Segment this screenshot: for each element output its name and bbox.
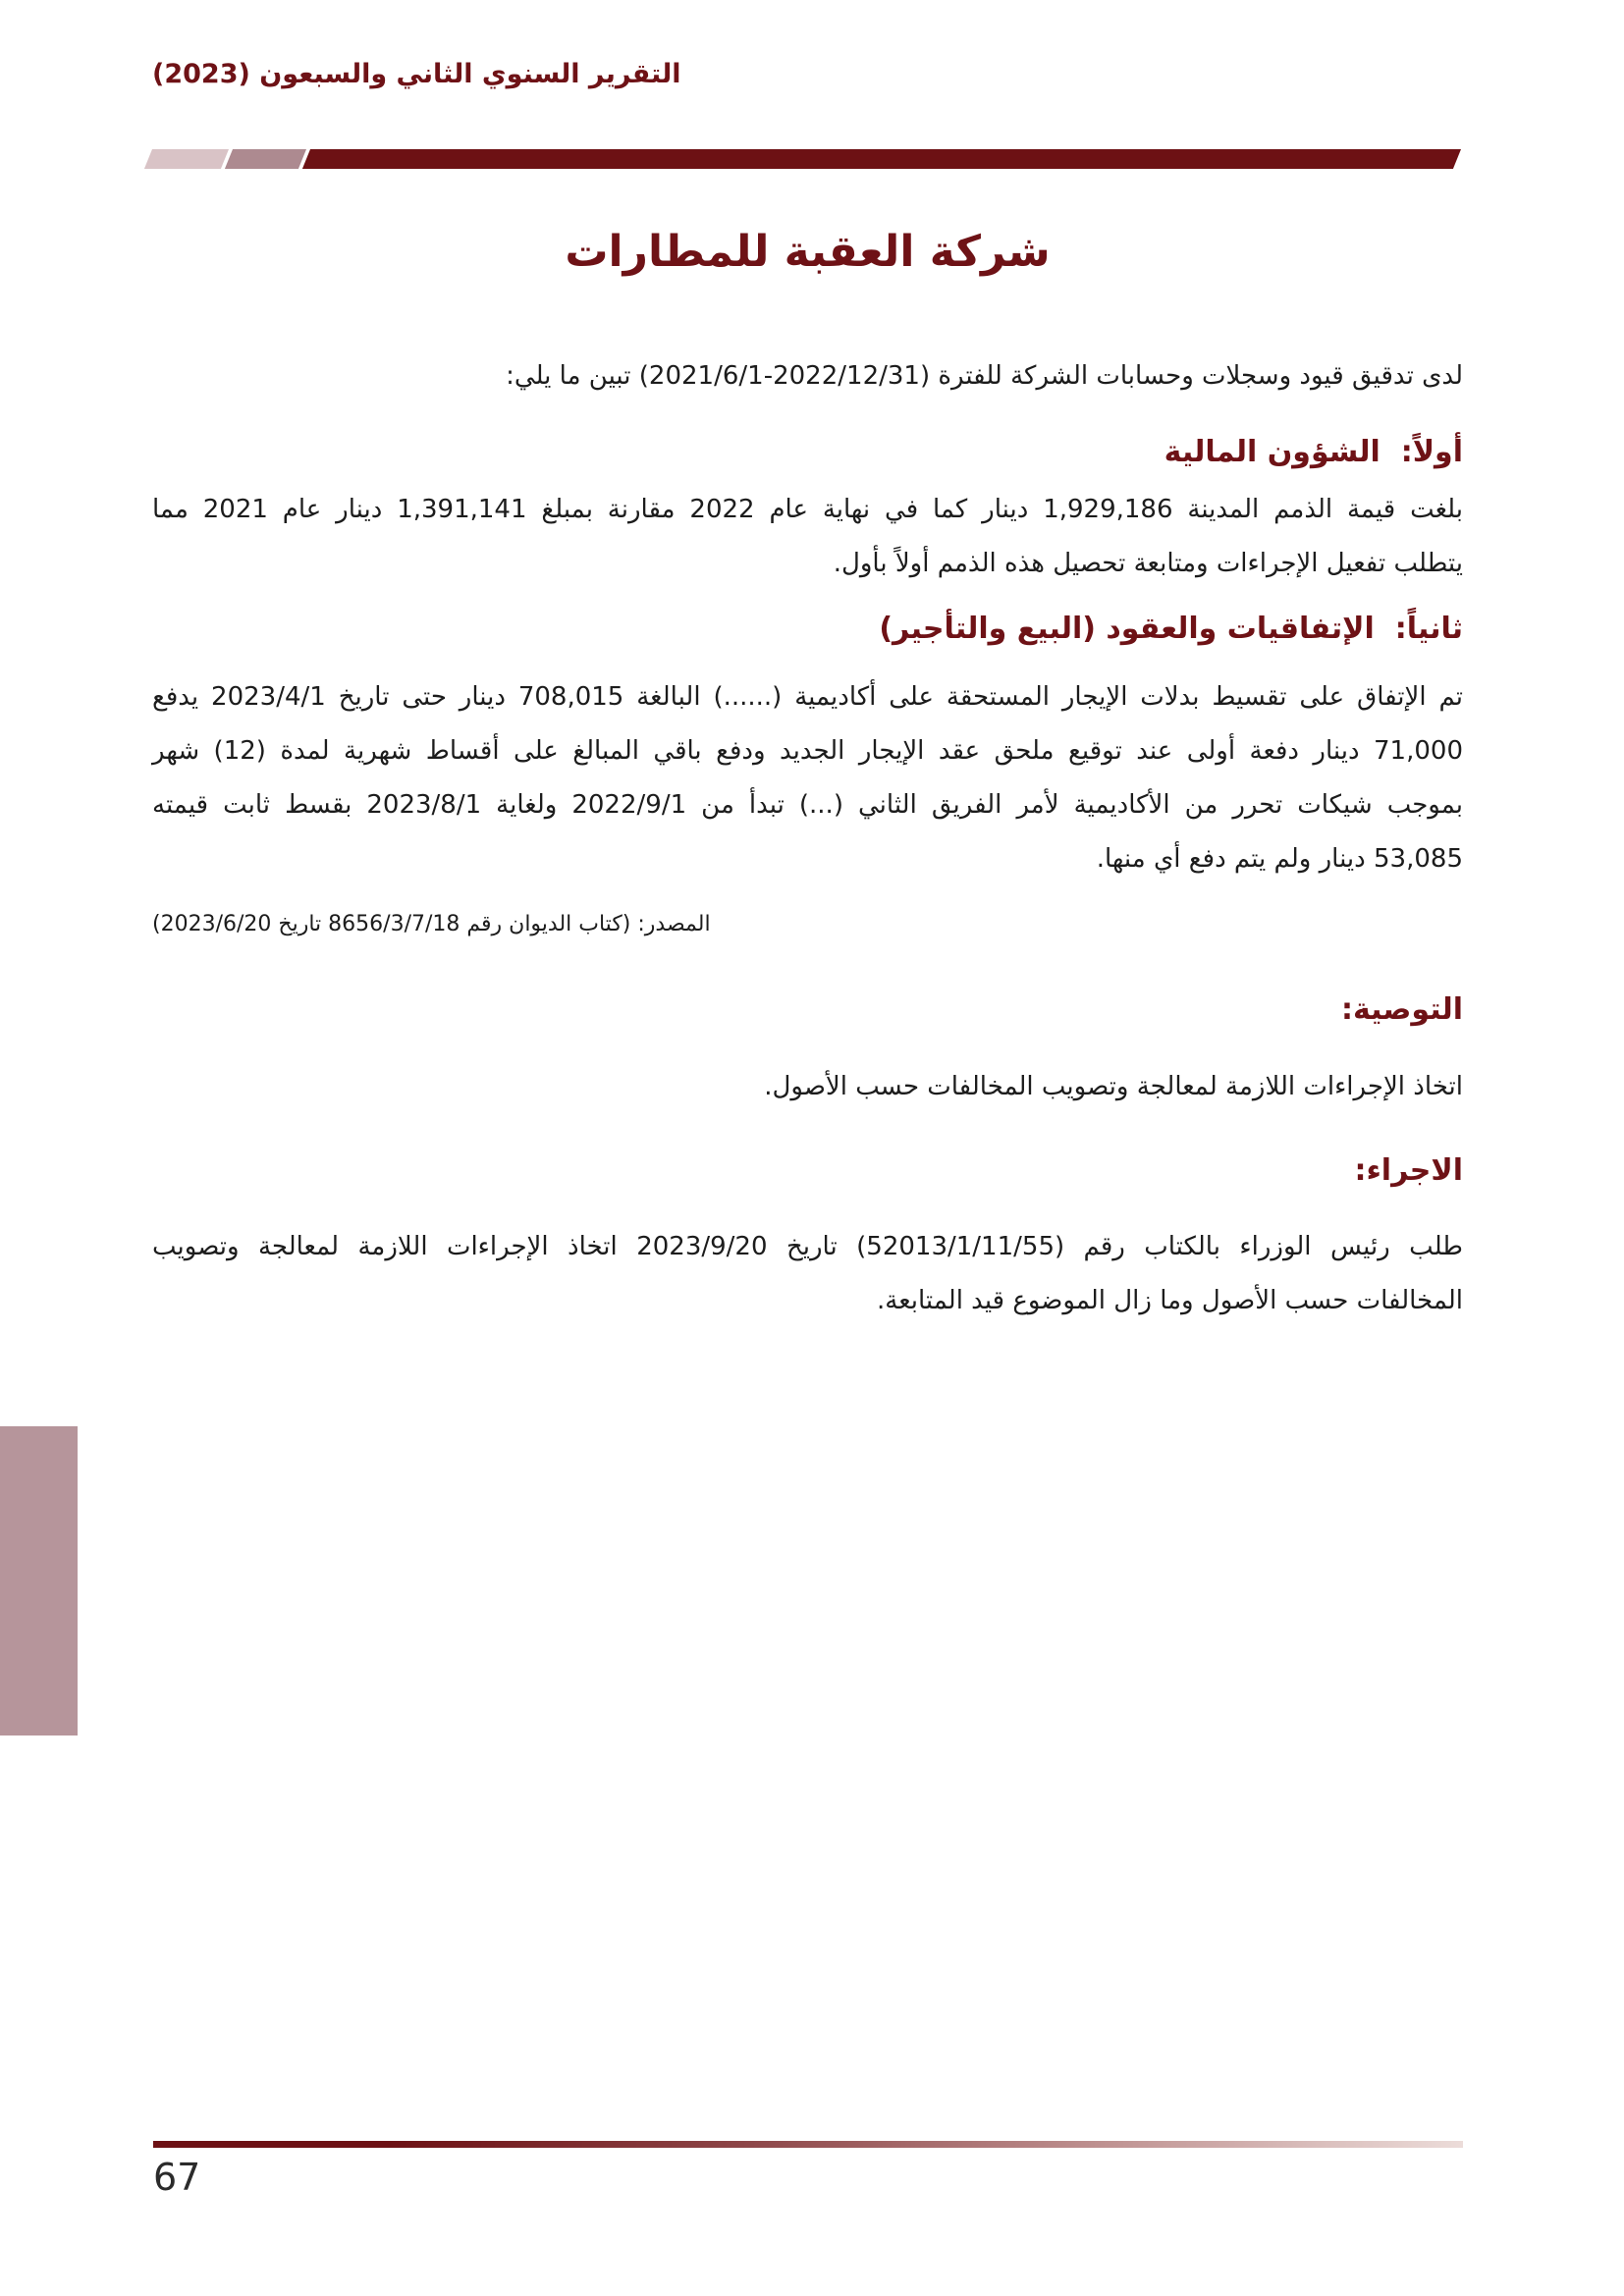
text-line: بموجب شيكات تحرر من الأكاديمية لأمر الفريق الثاني (...) تبدأ من 2022/9/1 ولغاية 2023/8/1 بقسط ثابت قيمته [152, 790, 1463, 820]
recommendation-paragraph [152, 1060, 1463, 1114]
bar-segment-dark [302, 149, 1461, 169]
section-heading-action: الاجراء: [1354, 1153, 1463, 1188]
section-heading-agreements: ثانياً: الإتفاقيات والعقود (البيع والتأجير) [879, 612, 1463, 646]
page-number: 67 [153, 2156, 201, 2199]
text-line: يتطلب تفعيل الإجراءات ومتابعة تحصيل هذه الذمم أولاً بأول. [833, 549, 1463, 578]
text-line: اتخاذ الإجراءات اللازمة لمعالجة وتصويب المخالفات حسب الأصول. [764, 1072, 1463, 1101]
bar-segment-light [144, 149, 229, 169]
intro-paragraph: لدى تدقيق قيود وسجلات وحسابات الشركة للفترة (2022/12/31-2021/6/1) تبين ما يلي: [506, 361, 1463, 391]
source-note: المصدر: (كتاب الديوان رقم 8656/3/7/18 تاريخ 2023/6/20) [152, 912, 711, 936]
text-line: 71,000 دينار دفعة أولى عند توقيع ملحق عقد الإيجار الجديد ودفع باقي المبالغ على أقساط شهرية لمدة (12) شهر [152, 736, 1463, 766]
text-line: بلغت قيمة الذمم المدينة 1,929,186 دينار كما في نهاية عام 2022 مقارنة بمبلغ 1,391,141 دينار عام 2021 مما [152, 495, 1463, 524]
report-header-title: التقرير السنوي الثاني والسبعون (2023) [152, 59, 681, 89]
section-heading-recommendation: التوصية: [1340, 992, 1463, 1027]
text-line: تم الإتفاق على تقسيط بدلات الإيجار المستحقة على أكاديمية (......) البالغة 708,015 دينار حتى تاريخ 2023/4/1 يدفع [152, 682, 1464, 712]
section-heading-financial: أولاً: الشؤون المالية [1164, 435, 1463, 469]
bar-segment-mid [225, 149, 306, 169]
header-decorative-bar [152, 149, 1463, 169]
footer-gradient-bar [153, 2141, 1463, 2148]
action-paragraph [152, 1220, 1463, 1328]
agreements-paragraph [152, 670, 1463, 886]
text-line: طلب رئيس الوزراء بالكتاب رقم (52013/1/11/55) تاريخ 2023/9/20 اتخاذ الإجراءات اللازمة لمعالجة وتصويب [152, 1232, 1464, 1261]
margin-color-block [0, 1426, 78, 1735]
financial-paragraph [152, 483, 1463, 591]
text-line: المخالفات حسب الأصول وما زال الموضوع قيد المتابعة. [876, 1286, 1463, 1315]
page-title: شركة العقبة للمطارات [565, 227, 1051, 277]
text-line: 53,085 دينار ولم يتم دفع أي منها. [1096, 844, 1463, 874]
